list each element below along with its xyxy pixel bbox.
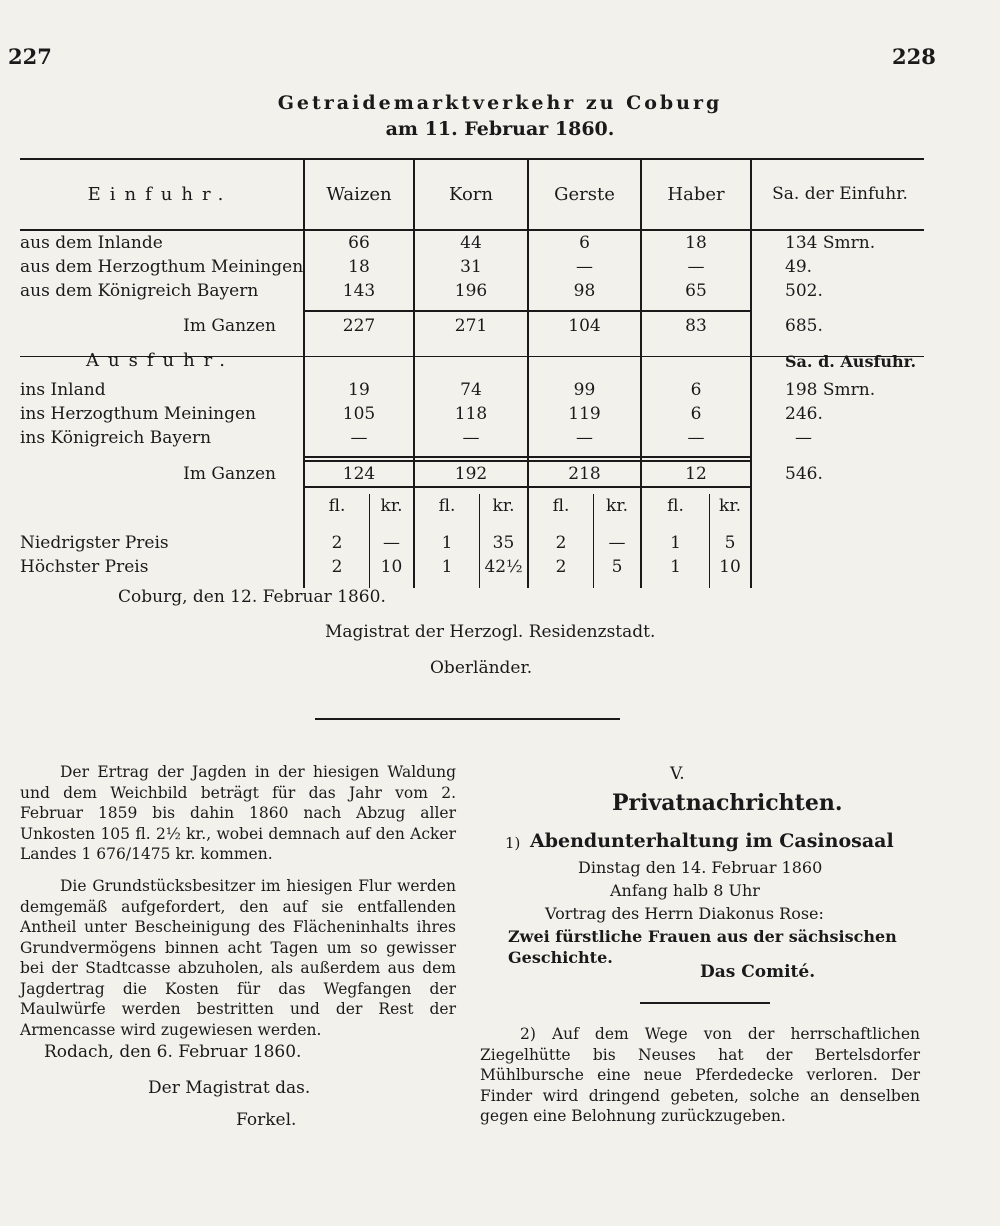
price-cell: 1: [670, 557, 681, 577]
price-cell: 1: [670, 533, 681, 553]
section-number: V.: [670, 764, 685, 784]
item1-topic: Zwei fürstliche Frauen aus der sächsischen Geschichte.: [508, 927, 897, 967]
unit-kr: kr.: [492, 496, 515, 516]
einfuhr-sum: 134 Smrn.: [785, 233, 876, 253]
unit-kr: kr.: [606, 496, 628, 516]
ausfuhr-row-label: ins Inland: [20, 380, 106, 400]
ausfuhr-cell: —: [350, 428, 368, 448]
einfuhr-cell: 143: [342, 281, 376, 301]
einfuhr-cell: 31: [460, 257, 482, 277]
ausfuhr-sum: 246.: [785, 404, 823, 424]
ausfuhr-total-cell: 218: [568, 464, 601, 484]
table-date: am 11. Februar 1860.: [385, 118, 615, 140]
ausfuhr-total-cell: 124: [342, 464, 376, 484]
price-cell: —: [608, 533, 626, 553]
einfuhr-cell: 196: [454, 281, 488, 301]
einfuhr-sum: 49.: [785, 257, 813, 277]
einfuhr-cell: —: [576, 257, 593, 277]
table-authority: Magistrat der Herzogl. Residenzstadt.: [325, 622, 656, 642]
einfuhr-total-cell: 271: [454, 316, 488, 336]
table-vline-2: [413, 160, 415, 588]
column-divider-rule: [315, 718, 620, 720]
unit-fl: fl.: [667, 496, 684, 516]
einfuhr-sum: 502.: [785, 281, 823, 301]
item-divider-rule: [640, 1002, 770, 1004]
item1-number: 1): [505, 834, 521, 852]
page-number-left: 227: [8, 44, 52, 69]
price-row-label: Niedrigster Preis: [20, 533, 169, 553]
ausfuhr-sum-head: Sa. d. Ausfuhr.: [785, 352, 917, 371]
price-cell: 35: [492, 533, 515, 553]
einfuhr-cell: 18: [348, 257, 370, 277]
ausfuhr-cell: 105: [342, 404, 376, 424]
price-cell: 5: [724, 533, 736, 553]
price-cell: 2: [331, 557, 343, 577]
table-place-date: Coburg, den 12. Februar 1860.: [118, 587, 386, 607]
item1-date: Dinstag den 14. Februar 1860: [578, 858, 823, 877]
table-vline-left: [303, 160, 305, 588]
ausfuhr-cell: —: [462, 428, 480, 448]
price-cell: 2: [331, 533, 343, 553]
col-head-korn: Korn: [449, 184, 493, 205]
einfuhr-total-cell: 104: [568, 316, 601, 336]
ausfuhr-cell: —: [576, 428, 593, 448]
table-top-rule: [20, 158, 924, 160]
einfuhr-cell: 44: [460, 233, 482, 253]
table-vline-3: [527, 160, 529, 588]
price-cell: —: [383, 533, 400, 553]
col-head-waizen: Waizen: [326, 184, 392, 205]
einfuhr-cell: 65: [685, 281, 707, 301]
unit-kr: kr.: [380, 496, 403, 516]
ausfuhr-total-label: Im Ganzen: [183, 464, 276, 484]
price-row-label: Höchster Preis: [20, 557, 149, 577]
item2-text: 2) Auf dem Wege von der herrschaftlichen Ziegelhütte bis Neuses hat der Bertelsdorfer Mühlbursche eine neue Pferdedecke verloren. Der Finder wird dringend gebeten, solche an denselben gegen eine Belohnung zurückzugeben.: [480, 1025, 920, 1125]
ausfuhr-cell: 6: [690, 380, 702, 400]
einfuhr-cell: 66: [348, 233, 370, 253]
ausfuhr-sum: —: [795, 428, 812, 448]
ausfuhr-cell: 19: [348, 380, 370, 400]
table-title: Getraidemarktverkehr zu Coburg: [277, 92, 723, 114]
left-notice-place-date: Rodach, den 6. Februar 1860.: [44, 1042, 302, 1062]
section-title: Privatnachrichten.: [612, 790, 843, 816]
ausfuhr-sum: 198 Smrn.: [785, 380, 876, 400]
ausfuhr-cell: 74: [460, 380, 482, 400]
ausfuhr-cell: 99: [573, 380, 596, 400]
item1-start: Anfang halb 8 Uhr: [610, 881, 760, 900]
table-vline-5: [750, 160, 752, 588]
ausfuhr-row-label: ins Königreich Bayern: [20, 428, 212, 448]
einfuhr-cell: 98: [573, 281, 596, 301]
einfuhr-cell: 18: [685, 233, 707, 253]
unit-fl: fl.: [552, 496, 570, 516]
ausfuhr-row-label: ins Herzogthum Meiningen: [20, 404, 256, 424]
price-cell: 42½: [484, 557, 523, 577]
einfuhr-total-cell: 83: [685, 316, 707, 336]
ausfuhr-total-sum: 546.: [785, 464, 823, 484]
table-signer: Oberländer.: [430, 658, 533, 678]
header-bottom-rule: [20, 229, 924, 231]
unit-fl: fl.: [328, 496, 346, 516]
einfuhr-row-label: aus dem Königreich Bayern: [20, 281, 259, 301]
ausfuhr-total-cell: 192: [454, 464, 488, 484]
price-cell: 2: [555, 557, 567, 577]
col-head-einfuhr: Einfuhr.: [87, 184, 233, 205]
item1-title: Abendunterhaltung im Casinosaal: [530, 830, 894, 852]
einfuhr-total-cell: 227: [342, 316, 376, 336]
ausfuhr-label: Ausfuhr.: [85, 350, 235, 371]
ausfuhr-cell: —: [687, 428, 705, 448]
einfuhr-row-label: aus dem Herzogthum Meiningen: [20, 257, 304, 277]
price-cell: 10: [380, 557, 403, 577]
item1-lecture: Vortrag des Herrn Diakonus Rose:: [545, 904, 824, 923]
item1-sign: Das Comité.: [700, 962, 816, 982]
price-cell: 1: [441, 533, 453, 553]
table-vline-4: [640, 160, 642, 588]
einfuhr-total-sum: 685.: [785, 316, 823, 336]
ausfuhr-cell: 119: [568, 404, 601, 424]
page-number-right: 228: [892, 44, 936, 69]
unit-kr: kr.: [719, 496, 741, 516]
left-notice-authority: Der Magistrat das.: [148, 1078, 311, 1098]
left-notice-signer: Forkel.: [236, 1110, 297, 1130]
ausfuhr-total-cell: 12: [685, 464, 707, 484]
einfuhr-row-label: aus dem Inlande: [20, 233, 163, 253]
unit-fl: fl.: [438, 496, 456, 516]
price-cell: 10: [719, 557, 741, 577]
price-cell: 5: [611, 557, 623, 577]
price-cell: 2: [555, 533, 567, 553]
col-head-gerste: Gerste: [554, 184, 615, 205]
left-notice-para2: Die Grundstücksbesitzer im hiesigen Flur werden demgemäß aufgefordert, den auf sie entfallenden Antheil unter Bescheinigung des Flächeninhalts ihres Grundvermögens binnen acht Tagen um so gewisser bei der Stadtcasse abzuholen, als außerdem aus dem Jagdertrag die Kosten für das Wegfangen der Maulwürfe werden bestritten und der Rest der Armencasse wird zugewiesen werden.: [20, 877, 456, 1039]
price-cell: 1: [441, 557, 453, 577]
ausfuhr-cell: 6: [690, 404, 702, 424]
einfuhr-total-label: Im Ganzen: [183, 316, 276, 336]
einfuhr-cell: 6: [579, 233, 590, 253]
col-head-haber: Haber: [667, 184, 725, 205]
einfuhr-cell: —: [687, 257, 705, 277]
ausfuhr-cell: 118: [454, 404, 488, 424]
left-notice-para1: Der Ertrag der Jagden in der hiesigen Waldung und dem Weichbild beträgt für das Jahr vom 2. Februar 1859 bis dahin 1860 nach Abzug aller Unkosten 105 fl. 2½ kr., wobei demnach auf den Acker Landes 1 676/1475 kr. kommen.: [20, 763, 456, 863]
col-head-sum: Sa. der Einfuhr.: [772, 184, 908, 204]
